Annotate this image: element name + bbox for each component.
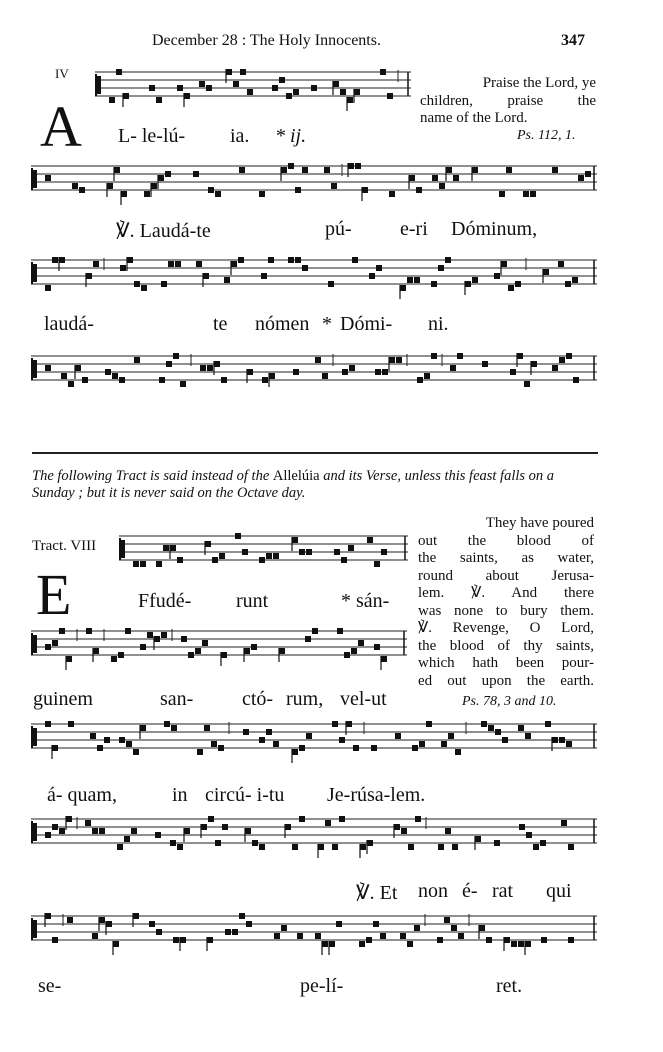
lyric-syllable: pe-lí- [300,975,344,997]
translation-line: which hath been pour- [418,655,594,671]
chant-staff [31,813,597,855]
lyric-syllable: ℣. Et [356,882,398,904]
staff-notation [95,66,411,108]
chant-staff [31,910,597,952]
lyric-syllable: ctó- [242,688,274,710]
translation-line: the saints, as water, [418,550,594,566]
translation-line: They have poured [485,515,594,531]
chant-staff [31,350,597,392]
psalm-citation: Ps. 112, 1. [517,128,576,143]
page-number: 347 [561,32,585,49]
lyric-syllable: * sán- [341,590,390,612]
section-divider [32,452,598,454]
rubric [32,468,598,502]
staff-notation [31,254,597,296]
lyric-syllable: Dóminum, [451,218,538,240]
staff-notation [31,910,597,952]
lyric-syllable: san- [160,688,194,710]
lyric-syllable: guinem [33,688,93,710]
translation-line: the blood of thy saints, [418,637,594,654]
translation-line: was none to bury them. [418,602,594,619]
staff-notation [31,350,597,392]
lyric-syllable: Je-rúsa-lem. [327,784,426,806]
lyric-syllable: non [418,880,448,902]
lyric-syllable: é- [462,880,478,902]
lyric-syllable: ni. [428,313,449,335]
chant-staff [95,66,411,108]
chant-staff [119,530,408,572]
lyric-syllable: se- [38,975,62,997]
mode-label: Tract. VIII [32,538,97,554]
chant-staff [31,625,407,667]
translation-line: Praise the Lord, ye [482,75,596,91]
translation-line: out the blood of [418,532,594,549]
chant-staff [31,160,597,202]
staff-notation [119,530,408,572]
lyric-syllable: Dómi- [340,313,393,335]
lyric-syllable: laudá- [44,313,94,335]
lyric-syllable: runt [236,590,269,612]
lyric-syllable: vel-ut [340,688,387,710]
lyric-syllable: * ij. [275,125,307,147]
lyric-syllable: in [172,784,188,806]
lyric-syllable: Ffudé- [138,590,192,612]
lyric-syllable: * [322,313,332,335]
rubric-word: Allelúia [272,468,320,484]
mode-label: IV [55,66,69,81]
lyric-syllable: ret. [496,975,523,997]
rubric-text: The following Tract is said instead of the [32,468,270,484]
lyric-syllable: nómen [255,313,310,335]
staff-notation [31,718,597,760]
lyric-syllable: ℣. Laudá-te [116,220,211,242]
lyric-syllable: á- quam, [47,784,117,806]
rubric-text: and its Verse, unless this feast falls on a Sunday ; but it is never said on the Octave day. [32,468,555,501]
lyric-syllable: ia. [230,125,250,147]
lyric-syllable: L- le-lú- [118,125,186,147]
initial-letter: E [36,562,72,627]
lyric-syllable: rum, [286,688,324,710]
translation-line: ℣. Revenge, O Lord, [418,620,594,636]
translation-alleluia [420,75,596,128]
psalm-citation: Ps. 78, 3 and 10. [462,694,557,709]
running-title: December 28 : The Holy Innocents. [152,32,381,49]
initial-letter: A [40,94,82,159]
staff-notation [31,813,597,855]
translation-tract [418,515,594,690]
translation-line: children, praise the [420,92,596,109]
lyric-syllable: e-ri [400,218,428,240]
lyric-syllable: rat [492,880,514,902]
translation-line: round about Jerusa- [418,567,594,584]
chant-staff [31,254,597,296]
chant-staff [31,718,597,760]
translation-line: ed out upon the earth. [418,672,594,689]
lyric-syllable: te [213,313,228,335]
lyric-syllable: circú- i-tu [205,784,285,806]
staff-notation [31,625,407,667]
translation-line: name of the Lord. [420,110,528,126]
lyric-syllable: qui [546,880,572,902]
translation-line: lem. ℣. And there [418,585,594,601]
lyric-syllable: pú- [325,218,352,240]
staff-notation [31,160,597,202]
